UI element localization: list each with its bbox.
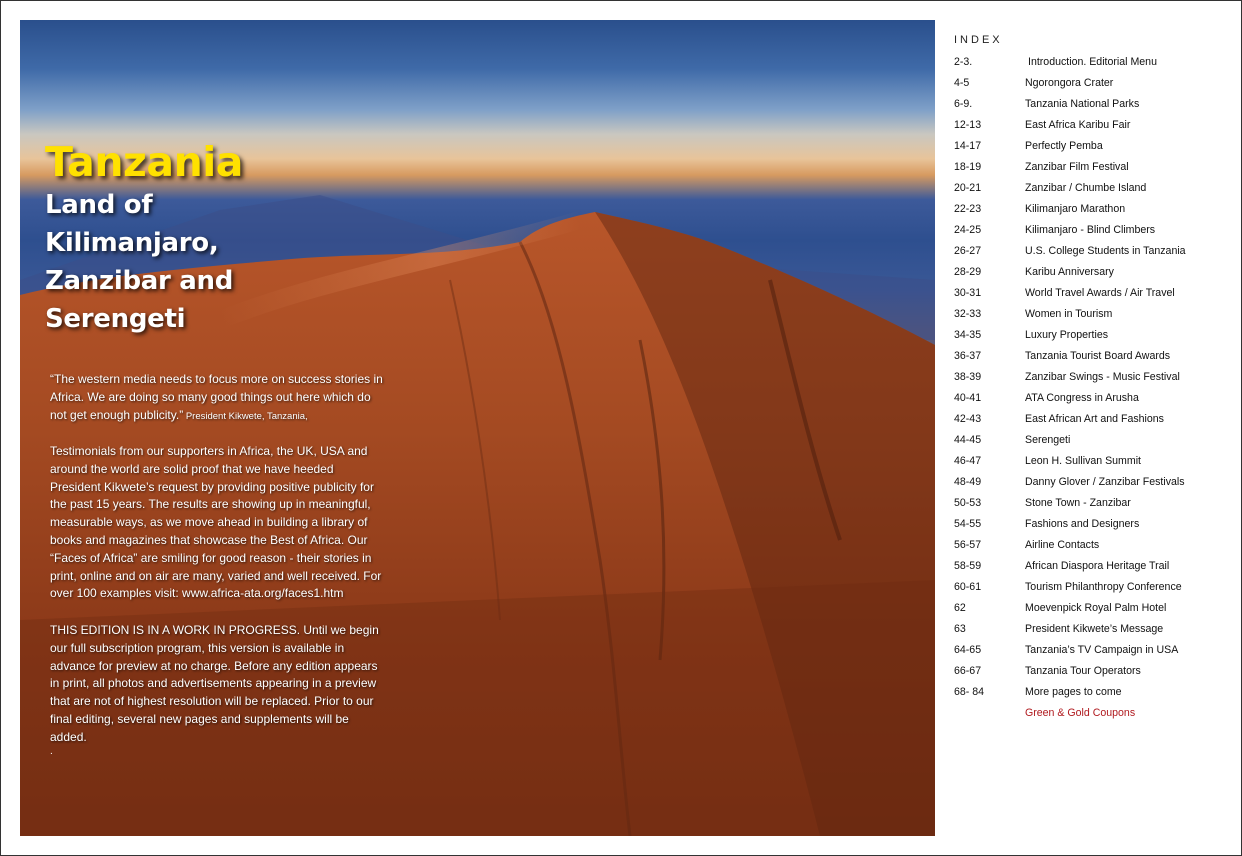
- quote-attribution: President Kikwete, Tanzania,: [183, 410, 308, 422]
- index-entry[interactable]: [954, 495, 1224, 516]
- index-entry-topic: Introduction. Editorial Menu: [1028, 56, 1157, 68]
- index-entry[interactable]: [954, 369, 1224, 390]
- index-entry-pages: 42-43: [954, 413, 982, 425]
- index-entry-pages: 30-31: [954, 287, 982, 299]
- index-entry-topic: ATA Congress in Arusha: [1025, 392, 1139, 404]
- index-entry[interactable]: [954, 642, 1224, 663]
- index-entry-topic: More pages to come: [1025, 686, 1122, 698]
- index-entry[interactable]: [954, 75, 1224, 96]
- index-entry-topic: East Africa Karibu Fair: [1025, 119, 1131, 131]
- index-entry-pages: 40-41: [954, 392, 982, 404]
- index-entry-topic: Kilimanjaro Marathon: [1025, 203, 1126, 215]
- index-entry-pages: 26-27: [954, 245, 982, 257]
- index-entry[interactable]: [954, 54, 1224, 75]
- index-entry-topic: Stone Town - Zanzibar: [1025, 497, 1131, 509]
- index-entry[interactable]: [954, 474, 1224, 495]
- index-entry-pages: 56-57: [954, 539, 982, 551]
- index-entry[interactable]: [954, 579, 1224, 600]
- index-entry-pages: 4-5: [954, 77, 970, 89]
- index-entry-pages: 2-3.: [954, 56, 973, 68]
- index-entry-topic: African Diaspora Heritage Trail: [1025, 560, 1170, 572]
- hero-subtitle: Land of Kilimanjaro, Zanzibar and Serengeti: [45, 190, 234, 334]
- index-entry-pages: 62: [954, 602, 966, 614]
- edition-note: THIS EDITION IS IN A WORK IN PROGRESS. Until we begin our full subscription program, this version is available in advance for preview at no charge. Before any edition appears in print, all photos and advertisements appearing in a preview that are not of highest resolution will be replaced. Prior to our final editing, several new pages and supplements will be added.: [50, 623, 379, 744]
- index-entry-pages: 48-49: [954, 476, 982, 488]
- index-list: [954, 54, 1224, 726]
- index-entry[interactable]: [954, 621, 1224, 642]
- index-entry-pages: 38-39: [954, 371, 982, 383]
- index-entry[interactable]: [954, 306, 1224, 327]
- index-entry-topic: Tanzania Tour Operators: [1025, 665, 1141, 677]
- index-entry[interactable]: [954, 558, 1224, 579]
- index-entry[interactable]: [954, 327, 1224, 348]
- index-entry[interactable]: [954, 390, 1224, 411]
- index-panel: [954, 34, 1224, 726]
- index-entry[interactable]: [954, 138, 1224, 159]
- index-entry-topic: Fashions and Designers: [1025, 518, 1140, 530]
- index-entry-topic: Zanzibar / Chumbe Island: [1025, 182, 1147, 194]
- index-entry[interactable]: [954, 222, 1224, 243]
- index-entry-pages: 12-13: [954, 119, 982, 131]
- index-entry[interactable]: [954, 285, 1224, 306]
- index-entry-pages: 44-45: [954, 434, 982, 446]
- index-entry-pages: 50-53: [954, 497, 982, 509]
- index-entry[interactable]: [954, 516, 1224, 537]
- index-entry-pages: 46-47: [954, 455, 982, 467]
- index-entry[interactable]: [954, 348, 1224, 369]
- index-entry-pages: 68- 84: [954, 686, 985, 698]
- index-entry-topic: Danny Glover / Zanzibar Festivals: [1025, 476, 1185, 488]
- index-entry[interactable]: [954, 432, 1224, 453]
- index-entry-topic: Zanzibar Swings - Music Festival: [1025, 371, 1180, 383]
- index-entry[interactable]: [954, 684, 1224, 705]
- index-entry-topic: Kilimanjaro - Blind Climbers: [1025, 224, 1156, 236]
- index-entry-topic: Zanzibar Film Festival: [1025, 161, 1129, 173]
- index-entry-topic: Green & Gold Coupons: [1025, 707, 1136, 719]
- testimonial-paragraph: Testimonials from our supporters in Africa, the UK, USA and around the world are solid proof that we have heeded President Kikwete’s request by providing positive publicity for the past 15 years. The results are showing up in meaningful, measurable ways, as we move ahead in building a library of books and magazines that showcase the Best of Africa. Our “Faces of Africa” are smiling for good reason - their stories in print, online and on air are many, varied and well received. For over 100 examples visit: www.africa-ata.org/faces1.htm: [50, 444, 382, 601]
- index-entry[interactable]: [954, 663, 1224, 684]
- quote-text: “The western media needs to focus more on success stories in Africa. We are doing so many good things out here which do not get enough publicity.”: [50, 372, 383, 422]
- index-entry-topic: Ngorongora Crater: [1025, 77, 1114, 89]
- index-entry-pages: 14-17: [954, 140, 982, 152]
- index-entry-topic: Tanzania Tourist Board Awards: [1025, 350, 1171, 362]
- index-entry[interactable]: [954, 201, 1224, 222]
- index-entry-topic: East African Art and Fashions: [1025, 413, 1164, 425]
- index-entry-topic: Tanzania National Parks: [1025, 98, 1140, 110]
- index-entry[interactable]: [954, 705, 1224, 726]
- index-entry[interactable]: [954, 117, 1224, 138]
- index-entry[interactable]: [954, 411, 1224, 432]
- index-entry-pages: 66-67: [954, 665, 982, 677]
- kikwete-quote: [50, 371, 385, 425]
- index-entry-topic: Karibu Anniversary: [1025, 266, 1114, 278]
- index-entry[interactable]: [954, 96, 1224, 117]
- index-entry-topic: Serengeti: [1025, 434, 1071, 446]
- index-entry-pages: 63: [954, 623, 966, 635]
- index-entry-pages: 58-59: [954, 560, 982, 572]
- index-entry-pages: 64-65: [954, 644, 982, 656]
- hero-title-block: [45, 138, 243, 338]
- index-entry-pages: 28-29: [954, 266, 982, 278]
- index-entry-topic: World Travel Awards / Air Travel: [1025, 287, 1175, 299]
- index-entry-topic: Airline Contacts: [1025, 539, 1100, 551]
- index-entry[interactable]: [954, 243, 1224, 264]
- index-entry-pages: 6-9.: [954, 98, 973, 110]
- index-entry-topic: Tanzania’s TV Campaign in USA: [1025, 644, 1179, 656]
- index-entry[interactable]: [954, 453, 1224, 474]
- index-entry-pages: 18-19: [954, 161, 982, 173]
- index-entry-topic: Perfectly Pemba: [1025, 140, 1103, 152]
- index-entry-pages: 54-55: [954, 518, 982, 530]
- index-entry-pages: 22-23: [954, 203, 982, 215]
- index-entry-topic: Tourism Philanthropy Conference: [1025, 581, 1182, 593]
- index-entry-topic: U.S. College Students in Tanzania: [1025, 245, 1186, 257]
- index-entry-topic: Luxury Properties: [1025, 329, 1109, 341]
- index-entry-topic: Leon H. Sullivan Summit: [1025, 455, 1141, 467]
- hero-title: Tanzania: [45, 138, 243, 186]
- trailing-dot: .: [50, 746, 53, 757]
- index-entry-pages: 36-37: [954, 350, 982, 362]
- index-entry-pages: 60-61: [954, 581, 982, 593]
- index-entry[interactable]: [954, 537, 1224, 558]
- index-entry-pages: 24-25: [954, 224, 982, 236]
- index-entry[interactable]: [954, 180, 1224, 201]
- index-heading: INDEX: [954, 34, 1003, 46]
- index-entry[interactable]: [954, 600, 1224, 621]
- index-entry-pages: 32-33: [954, 308, 982, 320]
- index-entry-topic: Moevenpick Royal Palm Hotel: [1025, 602, 1167, 614]
- index-entry[interactable]: [954, 159, 1224, 180]
- index-entry-topic: President Kikwete’s Message: [1025, 623, 1164, 635]
- index-entry-pages: 20-21: [954, 182, 982, 194]
- index-entry-topic: Women in Tourism: [1025, 308, 1113, 320]
- index-entry-pages: 34-35: [954, 329, 982, 341]
- index-entry[interactable]: [954, 264, 1224, 285]
